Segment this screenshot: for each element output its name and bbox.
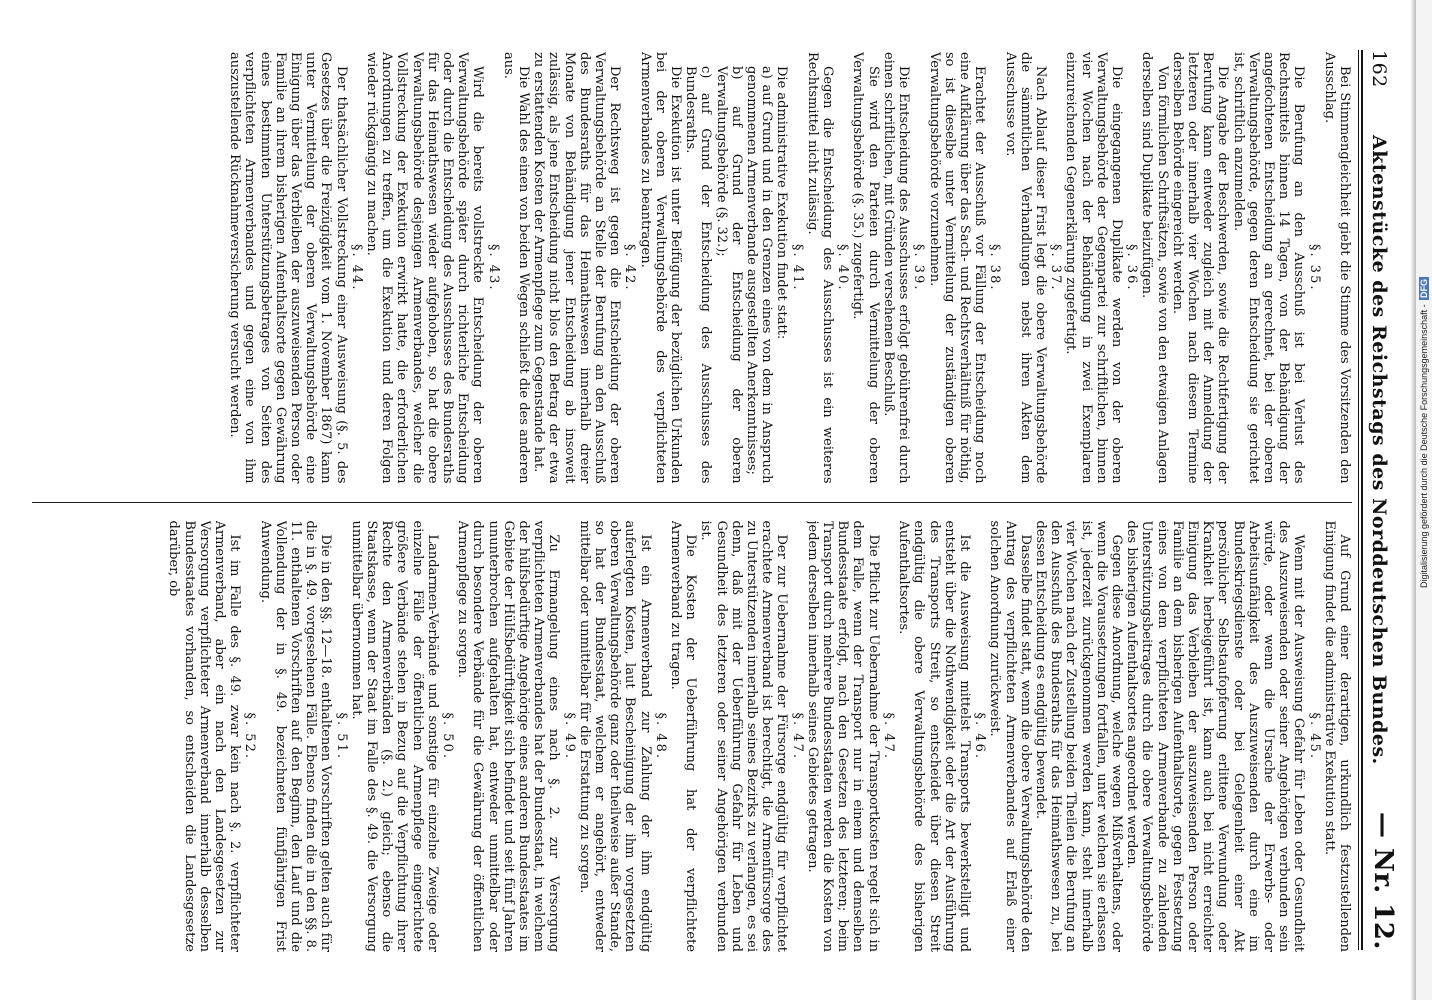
paragraph: Ist ein Armenverband zur Zahlung der ihm endgültig auferlegten Kosten, laut Bescheinigung der ihm vorgesetzten oberen Verwaltungsbehörde ganz oder theilweise außer Stande, so hat der Bundesstaat, welchem er angehört, entweder mittelbar oder unmittelbar für die Erstattung zu sorgen.	[576, 520, 653, 953]
running-title: Aktenstücke des Reichstags des Norddeutschen Bundes.	[1368, 134, 1390, 765]
paragraph: Der Rechtsweg ist gegen die Entscheidung der oberen Verwaltungsbehörde an Stelle der Berufung an den Ausschuß des Bundesraths für das Heimathswesen innerhalb dreier Monate von Behändigung jener Entscheidung ab insoweit zulässig, als jene Entscheidung nicht blos den Betrag der etwa zu erstattenden Kosten der Armenpflege zum Gegenstande hat.	[531, 52, 623, 484]
section-heading: §. 42.	[622, 244, 638, 292]
paragraph: Die in den §§. 12—18. enthaltenen Vorschriften gelten auch für die in §. 49. vorgesehenen Fälle. Ebenso finden die in den §§. 8. 11. enthaltenen Vorschriften auf den Beginn, den Lauf und die Vollendung der in §. 49. bezeichneten fünfjährigen Frist Anwendung.	[257, 520, 334, 953]
section-heading: §. 49.	[561, 712, 577, 760]
section-heading: §. 47.	[880, 712, 896, 760]
section-heading: §. 44.	[348, 244, 364, 292]
section-heading: §. 36.	[1124, 244, 1140, 292]
paragraph: Die administrative Exekution findet statt:	[774, 66, 790, 340]
paragraph: Die Wahl des einen von beiden Wegen schließt die des anderen aus.	[500, 52, 532, 484]
section-heading: §. 45.	[1306, 712, 1322, 760]
paragraph: Bei Stimmengleichheit giebt die Stimme des Vorsitzenden den Ausschlag.	[1321, 52, 1352, 484]
digitization-credit	[1416, 8, 1432, 588]
section-heading: §. 48.	[652, 712, 668, 760]
section-heading: §. 41.	[789, 244, 805, 292]
list-item: b) auf Grund der Entscheidung der oberen Verwaltungsbehörde (§. 32.);	[713, 66, 744, 484]
list-item: a) auf Grund und in den Grenzen eines von dem in Anspruch genommenen Armenverbande ausgestellten Anerkenntnisses;	[744, 66, 775, 484]
text-columns	[32, 52, 1352, 952]
section-heading: §. 50.	[440, 712, 456, 760]
paragraph: Wird die bereits vollstreckte Entscheidung der oberen Verwaltungsbehörde später durch richterliche Entscheidung oder durch die Entscheidung des Ausschusses des Bundesraths für das Heimathswesen wieder aufgehoben, so hat die obere Verwaltungsbehörde desjenigen Armenverbandes, welcher die Vollstreckung der Exekution erwirkt hatte, die erforderlichen Anordnungen zu treffen, um die Exekution und deren Folgen wieder rückgängig zu machen.	[364, 52, 486, 484]
paragraph: Ist im Falle des §. 49. zwar kein nach §. 2. verpflichteter Armenverband, aber ein nach den Landesgesetzen zur Versorgung verpflichteter Armenverband innerhalb desselben Bundesstaates vorhanden, so entscheiden die Landesgesetze darüber, ob	[166, 520, 243, 953]
section-heading: §. 46.	[972, 712, 988, 760]
list-item: c) auf Grund der Entscheidung des Ausschusses des Bundesraths.	[683, 66, 714, 484]
section-heading: §. 40.	[835, 244, 851, 292]
section-heading: §. 47.	[789, 712, 805, 760]
paragraph: Zu Ermangelung eines nach §. 2. zur Versorgung verpflichteten Armenverbandes hat der Bundesstaat, in welchem der hülfsbedürftige Angehörige eines anderen Bundesstaates im Gebiete der Hülfsbedürftigkeit sich befindet und seit fünf Jahren ununterbrochen aufgehalten hat, entweder unmittelbar oder durch besondere Verbände für die Gewährung der öffentlichen Armenpflege zu sorgen.	[455, 520, 562, 953]
paragraph: Die Berufung an den Ausschuß ist bei Verlust des Rechtsmittels binnen 14 Tagen, von der Behändigung der angefochtenen Entscheidung an gerechnet, bei der oberen Verwaltungsbehörde, gegen deren Entscheidung sie gerichtet ist, schriftlich anzumelden.	[1230, 52, 1307, 484]
section-heading: §. 37.	[1048, 244, 1064, 292]
paragraph: Gegen diese Anordnung, welche wegen Mißverhaltens, oder wenn die Voraussetzungen fortfallen, unter welchen sie erlassen ist, jederzeit zurückgenommen werden kann, steht innerhalb vier Wochen nach der Zustellung beiden Theilen die Berufung an den Ausschuß des Bundesraths für das Heimathswesen zu, bei dessen Entscheidung es endgültig bewendet.	[1032, 520, 1124, 953]
paragraph: Gegen die Entscheidung des Ausschusses ist ein weiteres Rechtsmittel nicht zulässig.	[804, 52, 836, 484]
page-header	[1368, 50, 1408, 950]
section-heading: §. 43.	[485, 244, 501, 292]
paragraph: Der thatsächlicher Vollstreckung einer Ausweisung (§. 5. des Gesetzes über die Freizügigkeit vom 1. November 1867) kann unter Vermittelung der oberen Verwaltungsbehörde eine Einigung über das Verbleiben der auszuweisenden Person oder Familie an ihrem bisherigen Aufenthaltsorte gegen Gewährung eines bestimmten Unterstützungsbetrages von Seiten des verpflichteten Armenverbandes und gegen eine von ihm auszustellende Rücknahmeversicherung versucht werden.	[227, 52, 349, 484]
section-heading: §. 51.	[333, 712, 349, 760]
column-divider	[32, 502, 1352, 503]
paragraph: Wenn mit der Ausweisung Gefahr für Leben oder Gesundheit des Auszuweisenden oder seiner Angehörigen verbunden sein würde, oder wenn die Ursache der Erwerbs- oder Arbeitsunfähigkeit des Auszuweisenden durch eine im Bundeskriegsdienste oder bei Gelegenheit einer Akt persönlicher Selbstaufopferung erlittene Verwundung oder Krankheit herbeigeführt ist, kann auch bei nicht erreichter Einigung das Verbleiben der auszuweisenden Person oder Familie an dem bisherigen Aufenthaltsorte, gegen Festsetzung eines von dem verpflichteten Armenverbande zu zahlenden Unterstützungsbeitrages durch die obere Verwaltungsbehörde des bisherigen Aufenthaltsortes angeordnet werden.	[1124, 520, 1307, 953]
paragraph: Die Kosten der Ueberführung hat der verpflichtete Armenverband zu tragen.	[668, 520, 699, 953]
paragraph: Die Exekution ist unter Beifügung der bezüglichen Urkunden bei der oberen Verwaltungsbehörde des verpflichteten Armenverbandes zu beantragen.	[637, 52, 684, 484]
paragraph: Die eingegangenen Duplikate werden von der oberen Verwaltungsbehörde der Gegenpartei zur schriftlichen, binnen vier Wochen nach der Behändigung in zwei Exemplaren einzureichenden Gegenerklärung zugefertigt.	[1063, 52, 1124, 484]
dfg-logo: DFG	[1419, 279, 1429, 299]
section-heading: §. 38.	[987, 244, 1003, 292]
paragraph: Ist die Ausweisung mittelst Transports bewerkstelligt und entsteht über die Nothwendigkeit oder die Art der Ausführung des Transports Streit, so entscheidet über diesen Streit endgültig die obere Verwaltungsbehörde des bisherigen Aufenthaltsortes.	[896, 520, 972, 953]
paragraph: Die Entscheidung des Ausschusses erfolgt gebührenfrei durch einen schriftlichen, mit Gründen versehenen Beschluß.	[880, 52, 912, 484]
paragraph: Von förmlichen Schriftsätzen, sowie von den etwaigen Anlagen derselben sind Duplikate beizufügen.	[1139, 52, 1170, 484]
right-column	[32, 521, 1352, 953]
left-column	[32, 52, 1352, 484]
section-heading: §. 52.	[242, 712, 258, 760]
paragraph: Erachtet der Ausschuß vor Fällung der Entscheidung noch eine Aufklärung über das Sach- und Rechtsverhältniß für nöthig, so ist dieselbe unter Vermittelung der zuständigen oberen Verwaltungsbehörde vorzunehmen.	[926, 52, 988, 484]
header-rule-thin	[1358, 50, 1359, 950]
paragraph: Auf Grund einer derartigen, urkundlich festzustellenden Einigung findet die administrative Exekution statt.	[1321, 520, 1352, 953]
paragraph: Die Angabe der Beschwerden, sowie die Rechtfertigung der Berufung kann entweder zugleich mit der Anmeldung der letzteren oder innerhalb vier Wochen nach diesem Termine derselben Behörde eingereicht werden.	[1169, 52, 1231, 484]
paragraph: Landarmen-Verbände und sonstige für einzelne Zweige oder einzelne Fälle der öffentlichen Armenpflege eingerichtete größere Verbände stehen in Bezug auf die Verpflichtung ihrer Rechte den Armenverbänden (§. 2.) gleich; ebenso die Staatskasse, wenn der Staat im Falle des §. 49. die Versorgung unmittelbar übernommen hat.	[348, 520, 440, 953]
page-number: 162	[1368, 50, 1390, 88]
paragraph: Die Pflicht zur Uebernahme der Transportkosten regelt sich in dem Falle, wenn der Transport nur in einem und demselben Bundesstaate erfolgt, nach den Gesetzen des letzteren; beim Transport durch mehrere Bundesstaaten werden die Kosten von jedem derselben innerhalb seines Gebietes getragen.	[804, 520, 881, 953]
credit-text: Digitalisierung gefördert durch die Deutsche Forschungsgemeinschaft -	[1419, 304, 1429, 588]
header-rule	[1361, 50, 1363, 950]
paragraph: Der zur Uebernahme der Fürsorge endgültig für verpflichtet erachtete Armenverband ist berechtigt, die Armenfürsorge des zu Unterstützenden innerhalb seines Bezirks zu verlangen, es sei denn, daß mit der Ueberführung Gefahr für Leben und Gesundheit des letzteren oder seiner Angehörigen verbunden ist.	[698, 520, 790, 953]
section-heading: §. 35.	[1306, 244, 1322, 292]
paragraph: Dasselbe findet statt, wenn die obere Verwaltungsbehörde den Antrag des verpflichteten Armenverbandes auf Erlaß einer solchen Anordnung zurückweist.	[987, 520, 1033, 953]
section-heading: §. 39.	[911, 244, 927, 292]
paragraph: Nach Ablauf dieser Frist legt die obere Verwaltungsbehörde die sämmtlichen Verhandlungen nebst ihren Akten dem Ausschusse vor.	[1002, 52, 1048, 484]
issue-number: — Nr. 12.	[1368, 812, 1398, 950]
paragraph: Sie wird den Parteien durch Vermittelung der oberen Verwaltungsbehörde (§. 35.) zugefertigt.	[850, 52, 881, 484]
